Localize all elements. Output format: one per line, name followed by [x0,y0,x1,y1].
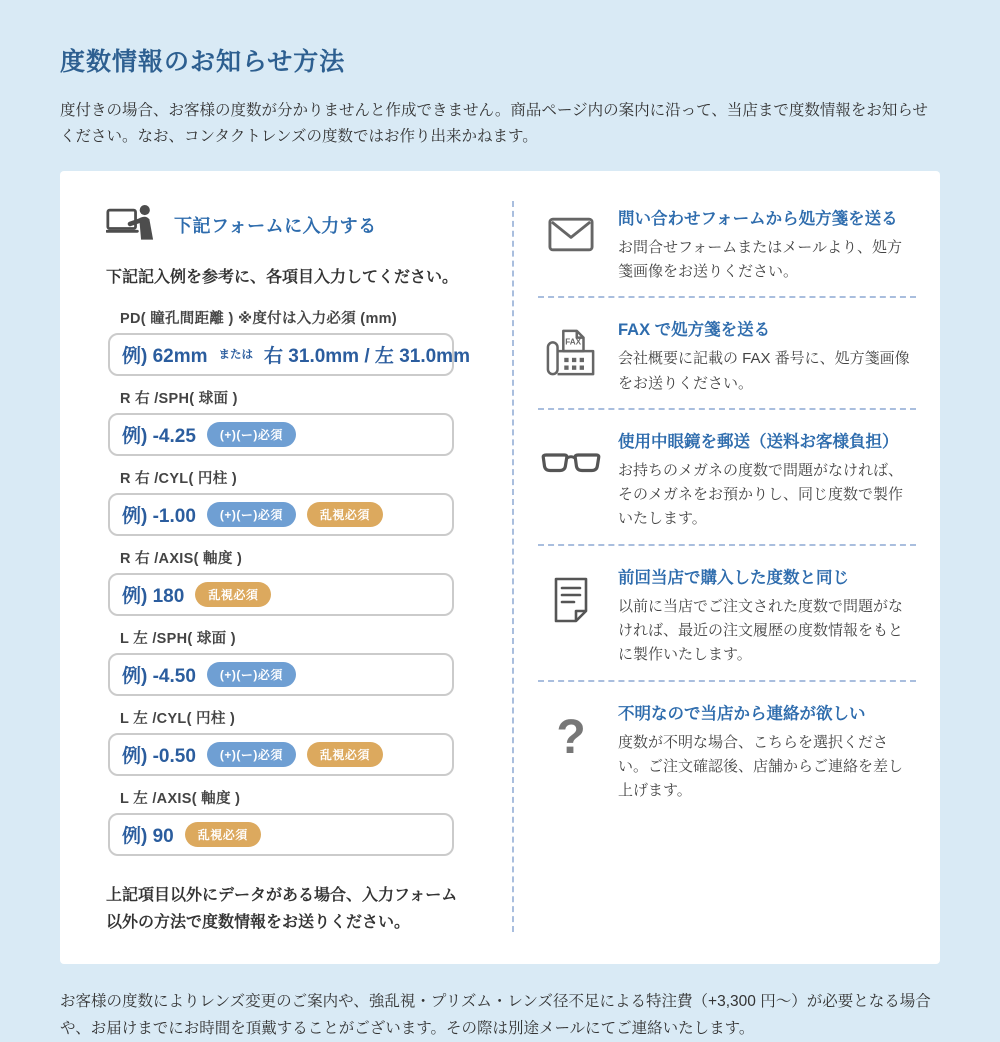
method-title: 前回当店で購入した度数と同じ [618,568,849,587]
field-group-r-cyl [84,467,486,536]
field-group-r-axis [84,547,486,616]
sign-required-badge: (+)(ー)必須 [207,742,296,767]
field-label: L 左 /CYL( 円柱 ) [120,710,236,727]
example-box-l-axis [108,813,454,856]
example-value: 例) 62mm [122,345,208,367]
example-box-r-cyl [108,493,454,536]
method-title: 使用中眼鏡を郵送（送料お客様負担） [618,432,899,451]
field-group-r-sph [84,387,486,456]
form-subtitle: 下記記入例を参考に、各項目入力してください。 [106,268,459,286]
method-title: FAX で処方箋を送る [618,321,771,340]
fax-icon [538,316,604,396]
example-or: または [218,349,254,362]
example-value: 例) -1.00 [122,505,196,527]
method-body: お問合せフォームまたはメールより、処方箋画像をお送りください。 [618,238,902,280]
method-content [618,700,916,804]
question-icon: ? [556,710,586,764]
vertical-divider [512,201,514,932]
method-item-fax [538,316,916,396]
method-body: お持ちのメガネの度数で問題がなければ、そのメガネをお預かりし、同じ度数で製作いたします。 [618,461,904,528]
horizontal-divider [538,680,916,682]
field-label: L 左 /SPH( 球面 ) [120,630,236,647]
sign-required-badge: (+)(ー)必須 [207,422,296,447]
example-box-l-cyl [108,733,454,776]
example-value: 例) -0.50 [122,745,196,767]
method-body: 以前に当店でご注文された度数で問題がなければ、最近の注文履歴の度数情報をもとに製作いたします。 [618,597,904,664]
methods-section [538,197,916,936]
method-item-contact-form [538,205,916,285]
field-group-l-sph [84,627,486,696]
example-box-r-sph [108,413,454,456]
sign-required-badge: (+)(ー)必須 [207,502,296,527]
form-section-header [106,203,486,248]
document-icon [538,564,604,668]
field-group-l-cyl [84,707,486,776]
field-label: PD( 瞳孔間距離 ) ※度付は入力必須 (mm) [120,310,397,327]
example-value: 例) 180 [122,585,185,607]
field-label: L 左 /AXIS( 軸度 ) [120,790,241,807]
horizontal-divider [538,296,916,298]
astigmatism-required-badge: 乱視必須 [307,502,383,527]
intro-text: 度付きの場合、お客様の度数が分かりませんと作成できません。商品ページ内の案内に沿って、当店まで度数情報をお知らせください。なお、コンタクトレンズの度数ではお作り出来かねます。 [60,102,928,146]
astigmatism-required-badge: 乱視必須 [307,742,383,767]
method-content [618,205,916,285]
presentation-icon [106,203,154,248]
example-alt: 右 31.0mm / 左 31.0mm [264,345,470,367]
method-title: 不明なので当店から連絡が欲しい [618,704,866,723]
method-title: 問い合わせフォームから処方箋を送る [618,209,898,228]
example-box-pd [108,333,470,376]
sign-required-badge: (+)(ー)必須 [207,662,296,687]
example-value: 例) -4.25 [122,425,196,447]
method-item-unknown [538,700,916,804]
method-item-mail-glasses [538,428,916,532]
astigmatism-required-badge: 乱視必須 [195,582,271,607]
example-value: 例) 90 [122,825,174,847]
method-body: 会社概要に記載の FAX 番号に、処方箋画像をお送りください。 [618,350,910,392]
footer-note: お客様の度数によりレンズ変更のご案内や、強乱視・プリズム・レンズ径不足による特注費（+3,300 円〜）が必要となる場合や、お届けまでにお時間を頂戴することがございます。その際は別途メールにてご連絡いたします。 [60,993,931,1038]
example-box-l-sph [108,653,454,696]
field-group-l-axis [84,787,486,856]
svg-text:FAX: FAX [565,337,582,347]
glasses-icon [538,428,604,532]
page-title: 度数情報のお知らせ方法 [60,48,346,76]
method-item-previous-order [538,564,916,668]
astigmatism-required-badge: 乱視必須 [185,822,261,847]
method-body: 度数が不明な場合、こちらを選択ください。ご注文確認後、店舗からご連絡を差し上げます。 [618,733,904,800]
form-note: 上記項目以外にデータがある場合、入力フォーム以外の方法で度数情報をお送りください。 [106,886,458,931]
field-label: R 右 /AXIS( 軸度 ) [120,550,243,567]
example-box-r-axis [108,573,454,616]
method-content [618,428,916,532]
field-group-pd [84,307,486,376]
method-content [618,564,916,668]
form-section [84,197,486,936]
horizontal-divider [538,408,916,410]
form-section-title: 下記フォームに入力する [174,216,377,237]
field-label: R 右 /SPH( 球面 ) [120,390,238,407]
method-content [618,316,916,396]
field-label: R 右 /CYL( 円柱 ) [120,470,237,487]
horizontal-divider [538,544,916,546]
mail-icon [538,205,604,285]
info-panel [60,171,940,964]
example-value: 例) -4.50 [122,665,196,687]
